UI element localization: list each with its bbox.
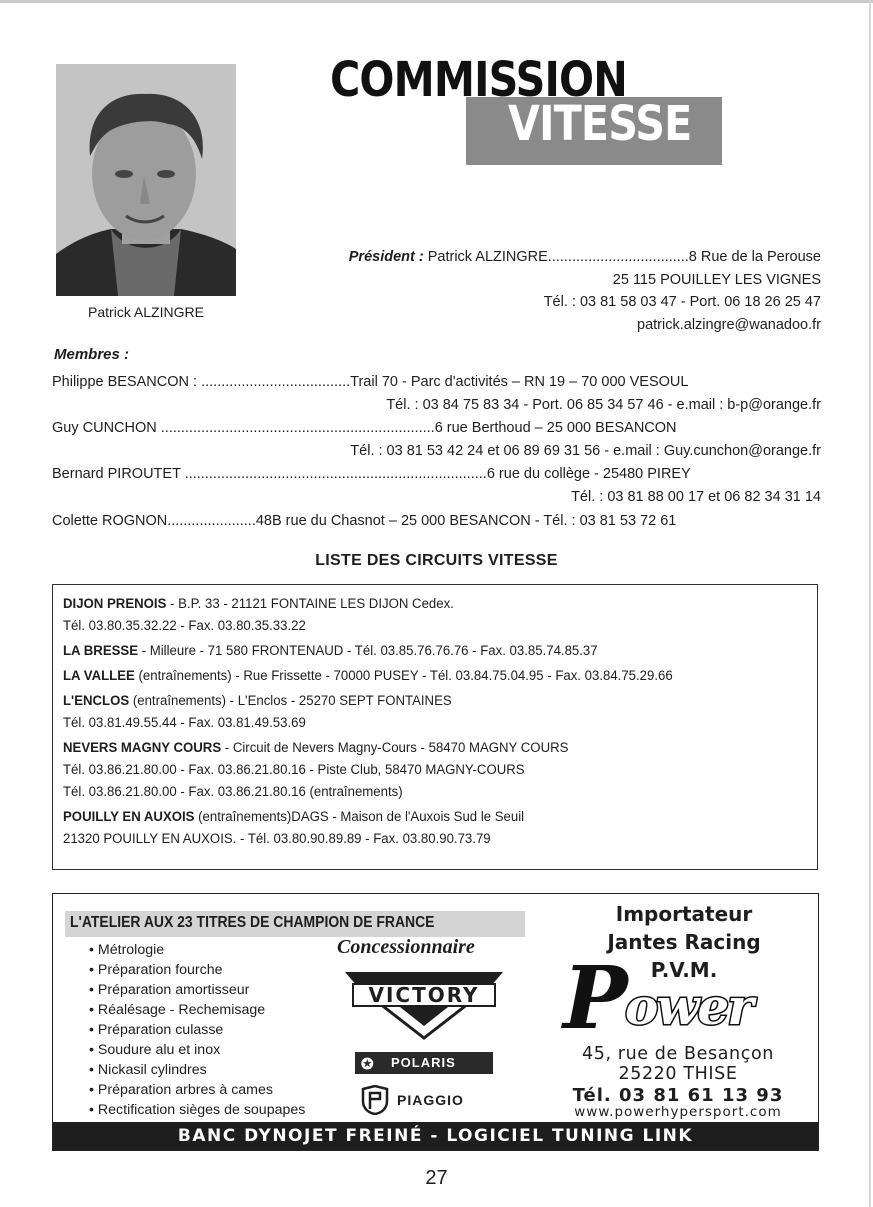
circuit-contact: Tél. 03.86.21.80.00 - Fax. 03.86.21.80.16 - Piste Club, 58470 MAGNY-COURS — [63, 762, 525, 778]
circuits-heading: LISTE DES CIRCUITS VITESSE — [315, 552, 558, 569]
service-item: • Préparation amortisseur — [89, 980, 305, 1000]
circuits-box — [52, 584, 818, 870]
power-logo-initial: P — [563, 948, 628, 1042]
member-row: Colette ROGNON......................48B rue du Chasnot – 25 000 BESANCON - Tél. : 03 81 53 72 61 — [52, 512, 677, 529]
advertisement — [52, 893, 819, 1151]
member-contact: Tél. : 03 81 53 42 24 et 06 89 69 31 56 - e.mail : Guy.cunchon@orange.fr — [350, 443, 821, 460]
president-email[interactable]: patrick.alzingre@wanadoo.fr — [637, 316, 821, 333]
circuit-name: L'ENCLOS — [63, 693, 130, 709]
service-item: • Préparation arbres à cames — [89, 1080, 305, 1100]
importer-line: P.V.M. — [650, 958, 718, 982]
power-logo-text: ower — [625, 977, 752, 1036]
service-item: • Rectification sièges de soupapes — [89, 1100, 305, 1120]
concessionnaire-label: Concessionnaire — [337, 936, 475, 958]
services-list — [89, 940, 305, 1120]
circuit-details: (entraînements) - Rue Frissette - 70000 PUSEY - Tél. 03.84.75.04.95 - Fax. 03.84.75.29.66 — [134, 668, 673, 684]
member-row: Guy CUNCHON ....................................................................6 rue Berthoud – 25 000 BESANCON — [52, 420, 677, 437]
right-border — [869, 0, 871, 1207]
president-name-line — [251, 246, 821, 269]
page-title-line1: COMMISSION — [330, 52, 627, 108]
circuit-entry — [63, 665, 807, 687]
circuit-entry — [63, 737, 807, 803]
circuit-entry — [63, 593, 807, 637]
circuit-contact: Tél. 03.80.35.32.22 - Fax. 03.80.35.33.22 — [63, 618, 306, 634]
president-label: Président : — [348, 249, 424, 265]
victory-text: VICTORY — [368, 983, 480, 1007]
member-row: Bernard PIROUTET ...........................................................................6 rue du collège - 25480 PIREY — [52, 466, 691, 483]
ad-headline: L'ATELIER AUX 23 TITRES DE CHAMPION DE FRANCE — [70, 914, 435, 931]
circuit-name: LA BRESSE — [63, 643, 139, 659]
piaggio-shield-icon — [361, 1085, 389, 1115]
piaggio-text: PIAGGIO — [397, 1092, 464, 1108]
member-contact: Tél. : 03 84 75 83 34 - Port. 06 85 34 57 46 - e.mail : b-p@orange.fr — [386, 397, 821, 414]
page-number: 27 — [425, 1167, 448, 1189]
page-title-line2: VITESSE — [508, 96, 692, 152]
address-line: 25220 THISE — [618, 1064, 738, 1084]
top-border — [0, 0, 873, 3]
power-logo — [553, 938, 815, 1047]
photo-caption: Patrick ALZINGRE — [88, 304, 204, 320]
service-item: • Métrologie — [89, 940, 305, 960]
service-item: • Préparation culasse — [89, 1020, 305, 1040]
members-label: Membres : — [54, 346, 130, 363]
members-list — [52, 371, 821, 533]
victory-logo — [341, 968, 507, 1045]
circuit-entry — [63, 806, 807, 850]
dealer-phone: Tél. 03 81 61 13 93 — [572, 1085, 784, 1106]
service-item: • Réalésage - Rechemisage — [89, 1000, 305, 1020]
circuit-name: LA VALLEE — [63, 668, 135, 684]
polaris-text: POLARIS — [391, 1055, 456, 1070]
president-name: Patrick ALZINGRE...................................8 Rue de la Perouse — [427, 249, 821, 265]
circuit-details: (entraînements) - L'Enclos - 25270 SEPT FONTAINES — [129, 693, 452, 709]
circuit-details: - Circuit de Nevers Magny-Cours - 58470 MAGNY COURS — [221, 740, 569, 756]
service-item: • Nickasil cylindres — [89, 1060, 305, 1080]
circuit-name: POUILLY EN AUXOIS — [63, 809, 195, 825]
service-item: • Soudure alu et inox — [89, 1040, 305, 1060]
polaris-star-icon: ✪ — [361, 1056, 374, 1073]
circuit-name: DIJON PRENOIS — [63, 596, 167, 612]
president-block — [251, 246, 821, 336]
president-city: 25 115 POUILLEY LES VIGNES — [612, 271, 821, 288]
importer-line: Importateur — [615, 902, 753, 926]
address-line: 45, rue de Besançon — [582, 1044, 774, 1064]
president-photo — [56, 64, 236, 296]
president-phones: Tél. : 03 81 58 03 47 - Port. 06 18 26 25 47 — [543, 294, 821, 310]
piaggio-logo — [361, 1085, 464, 1118]
service-item: • Préparation fourche — [89, 960, 305, 980]
circuit-details: - B.P. 33 - 21121 FONTAINE LES DIJON Cedex. — [166, 596, 454, 612]
dealer-address — [523, 1044, 833, 1084]
circuit-contact: Tél. 03.81.49.55.44 - Fax. 03.81.49.53.69 — [63, 715, 306, 731]
dealer-website[interactable]: www.powerhypersport.com — [574, 1104, 782, 1120]
member-row: Philippe BESANCON : .....................................Trail 70 - Parc d'activités – RN 19 – 70 000 VESOUL — [52, 374, 689, 390]
ad-headline-band — [65, 911, 525, 937]
circuit-details: (entraînements)DAGS - Maison de l'Auxois Sud le Seuil — [194, 809, 525, 825]
circuit-contact: 21320 POUILLY EN AUXOIS. - Tél. 03.80.90.89.89 - Fax. 03.80.90.73.79 — [63, 831, 491, 847]
ad-footer-band: BANC DYNOJET FREINÉ - LOGICIEL TUNING LINK — [53, 1122, 818, 1150]
circuit-entry — [63, 640, 807, 662]
circuit-name: NEVERS MAGNY COURS — [63, 740, 222, 756]
importer-line: Jantes Racing — [607, 930, 761, 954]
circuit-details: - Milleure - 71 580 FRONTENAUD - Tél. 03.85.76.76.76 - Fax. 03.85.74.85.37 — [138, 643, 598, 659]
circuit-entry — [63, 690, 807, 734]
polaris-logo — [355, 1052, 493, 1074]
circuit-contact: Tél. 03.86.21.80.00 - Fax. 03.86.21.80.16 (entraînements) — [63, 784, 403, 800]
member-contact: Tél. : 03 81 88 00 17 et 06 82 34 31 14 — [571, 489, 821, 506]
